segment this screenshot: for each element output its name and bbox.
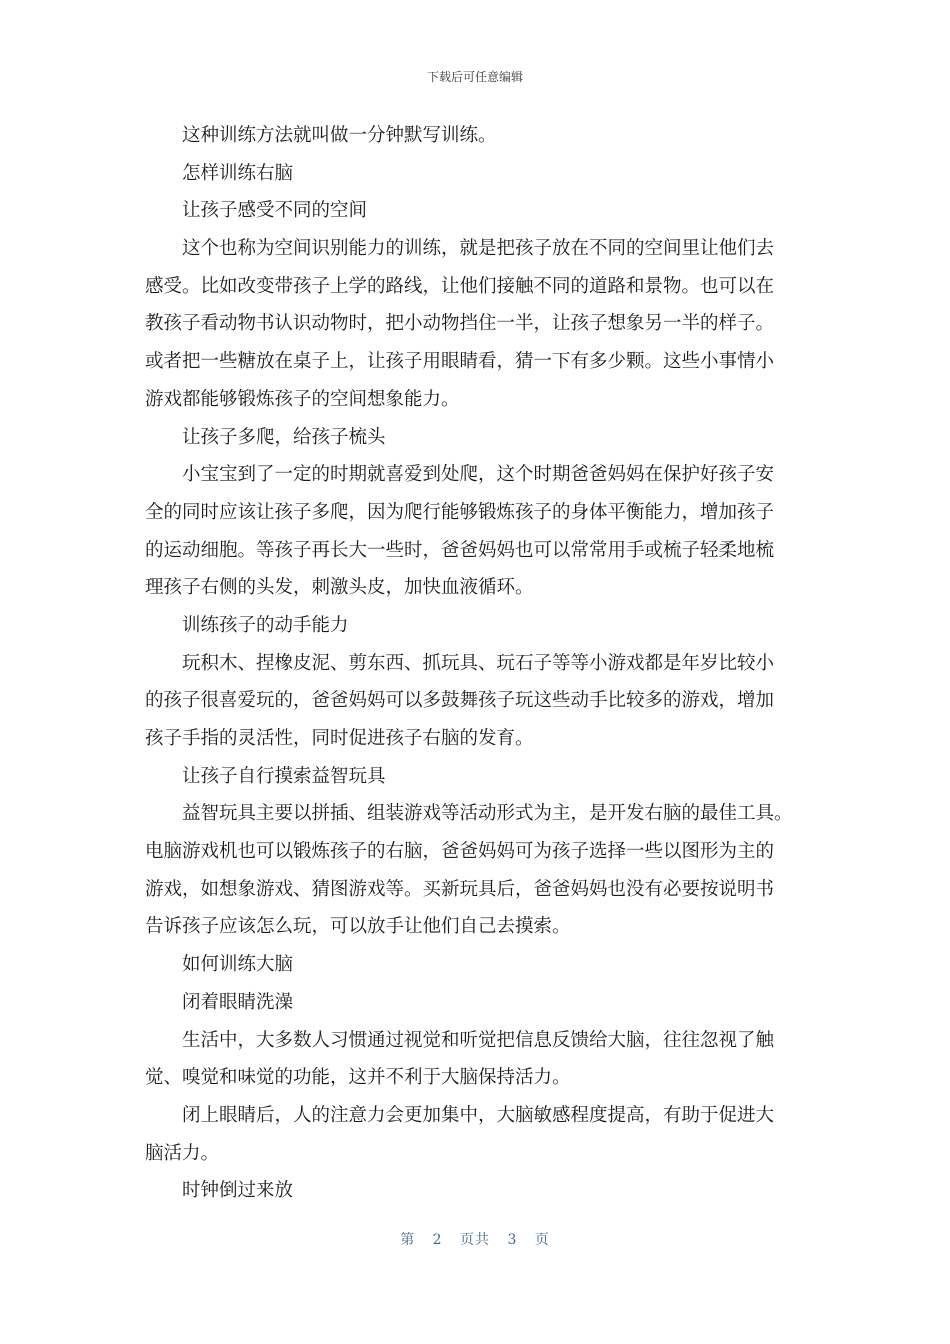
text-line: 告诉孩子应该怎么玩，可以放手让他们自己去摸索。 <box>145 916 571 938</box>
text-line: 闭着眼睛洗澡 <box>182 991 294 1013</box>
text-line: 让孩子自行摸索益智玩具 <box>182 765 386 787</box>
text-line: 理孩子右侧的头发，刺激头皮，加快血液循环。 <box>145 577 534 599</box>
text-line: 小宝宝到了一定的时期就喜爱到处爬，这个时期爸爸妈妈在保护好孩子安 <box>182 464 775 486</box>
text-line: 如何训练大脑 <box>182 954 294 976</box>
text-line: 这种训练方法就叫做一分钟默写训练。 <box>182 125 497 146</box>
text-line: 电脑游戏机也可以锻炼孩子的右脑，爸爸妈妈可为孩子选择一些以图形为主的 <box>145 841 775 863</box>
text-line: 益智玩具主要以拼插、组装游戏等活动形式为主，是开发右脑的最佳工具。 <box>182 803 793 825</box>
text-line: 让孩子多爬，给孩子梳头 <box>182 426 386 448</box>
text-line: 玩积木、捏橡皮泥、剪东西、抓玩具、玩石子等等小游戏都是年岁比较小 <box>182 652 775 674</box>
text-line: 闭上眼睛后，人的注意力会更加集中，大脑敏感程度提高，有助于促进大 <box>182 1104 775 1126</box>
text-line: 的运动细胞。等孩子再长大一些时，爸爸妈妈也可以常常用手或梳子轻柔地梳 <box>145 539 775 561</box>
text-line: 这个也称为空间识别能力的训练，就是把孩子放在不同的空间里让他们去 <box>182 238 775 260</box>
text-line: 游戏都能够锻炼孩子的空间想象能力。 <box>145 388 460 410</box>
text-line: 怎样训练右脑 <box>182 162 294 184</box>
text-line: 脑活力。 <box>145 1142 220 1164</box>
text-line: 教孩子看动物书认识动物时，把小动物挡住一半，让孩子想象另一半的样子。 <box>145 313 775 335</box>
text-line: 感受。比如改变带孩子上学的路线，让他们接触不同的道路和景物。也可以在 <box>145 275 775 297</box>
text-line: 的孩子很喜爱玩的，爸爸妈妈可以多鼓舞孩子玩这些动手比较多的游戏，增加 <box>145 690 775 712</box>
text-line: 时钟倒过来放 <box>182 1180 294 1202</box>
page-header-note: 下载后可任意编辑 <box>426 70 523 84</box>
text-line: 孩子手指的灵活性，同时促进孩子右脑的发育。 <box>145 728 534 749</box>
text-line: 全的同时应该让孩子多爬，因为爬行能够锻炼孩子的身体平衡能力，增加孩子 <box>145 501 775 523</box>
text-line: 生活中，大多数人习惯通过视觉和听觉把信息反馈给大脑，往往忽视了触 <box>182 1029 775 1051</box>
text-line: 或者把一些糖放在桌子上，让孩子用眼睛看，猜一下有多少颗。这些小事情小 <box>145 351 775 373</box>
document-body <box>145 117 805 1210</box>
text-line: 觉、嗅觉和味觉的功能，这并不利于大脑保持活力。 <box>145 1067 571 1089</box>
page-number: 第 2 页共 3 页 <box>400 1232 550 1248</box>
text-line: 训练孩子的动手能力 <box>182 614 349 636</box>
text-line: 让孩子感受不同的空间 <box>182 200 368 222</box>
text-line: 游戏，如想象游戏、猜图游戏等。买新玩具后，爸爸妈妈也没有必要按说明书 <box>145 878 775 900</box>
